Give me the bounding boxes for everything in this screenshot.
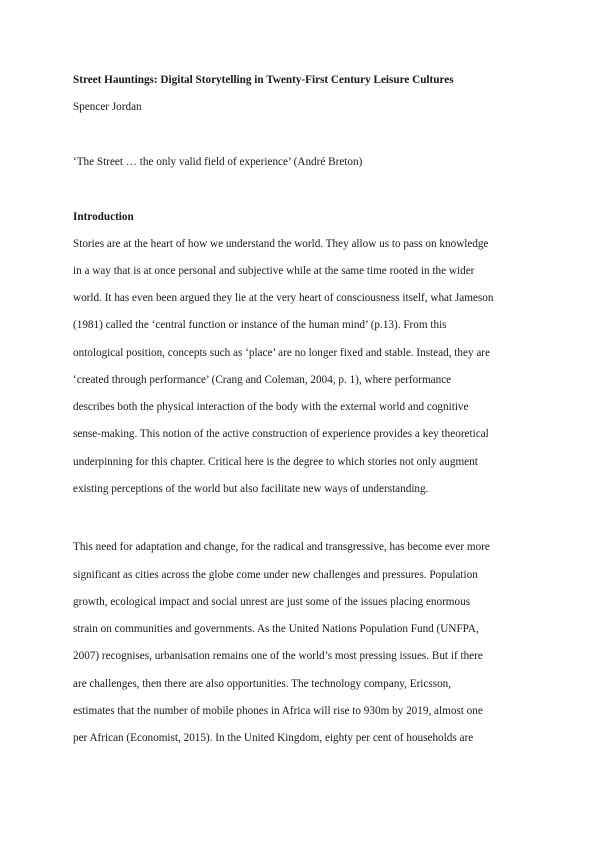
paragraph-line: ‘created through performance’ (Crang and Coleman, 2004, p. 1), where performance	[73, 374, 452, 386]
paragraph-line: strain on communities and governments. As the United Nations Population Fund (UNFPA,	[73, 623, 479, 635]
paragraph-line: in a way that is at once personal and subjective while at the same time rooted in the wider	[73, 265, 475, 277]
paragraph-line: world. It has even been argued they lie at the very heart of consciousness itself, what Jameson	[73, 292, 494, 304]
paragraph-line: ontological position, concepts such as ‘place’ are no longer fixed and stable. Instead, they are	[73, 347, 491, 359]
paragraph-line: estimates that the number of mobile phones in Africa will rise to 930m by 2019, almost one	[73, 705, 483, 717]
paragraph-line: are challenges, then there are also opportunities. The technology company, Ericsson,	[73, 678, 452, 690]
paragraph-line: significant as cities across the globe come under new challenges and pressures. Population	[73, 569, 478, 581]
paragraph-line: Stories are at the heart of how we understand the world. They allow us to pass on knowledge	[73, 238, 489, 250]
paragraph-line: per African (Economist, 2015). In the United Kingdom, eighty per cent of households are	[73, 732, 474, 744]
paragraph-line: sense-making. This notion of the active construction of experience provides a key theoretical	[73, 428, 489, 440]
epigraph: ‘The Street … the only valid field of experience’ (André Breton)	[73, 156, 363, 168]
paragraph-line: existing perceptions of the world but also facilitate new ways of understanding.	[73, 483, 429, 495]
section-heading: Introduction	[73, 211, 134, 223]
paragraph-line: underpinning for this chapter. Critical here is the degree to which stories not only augment	[73, 456, 478, 468]
paragraph-line: (1981) called the ‘central function or instance of the human mind’ (p.13). From this	[73, 319, 447, 331]
document-author: Spencer Jordan	[73, 101, 142, 113]
document-title: Street Hauntings: Digital Storytelling in Twenty-First Century Leisure Cultures	[73, 74, 454, 86]
paragraph-line: This need for adaptation and change, for the radical and transgressive, has become ever more	[73, 541, 490, 553]
paragraph-line: growth, ecological impact and social unrest are just some of the issues placing enormous	[73, 596, 471, 608]
paragraph-line: describes both the physical interaction of the body with the external world and cognitive	[73, 401, 469, 413]
paragraph-line: 2007) recognises, urbanisation remains one of the world’s most pressing issues. But if there	[73, 650, 483, 662]
